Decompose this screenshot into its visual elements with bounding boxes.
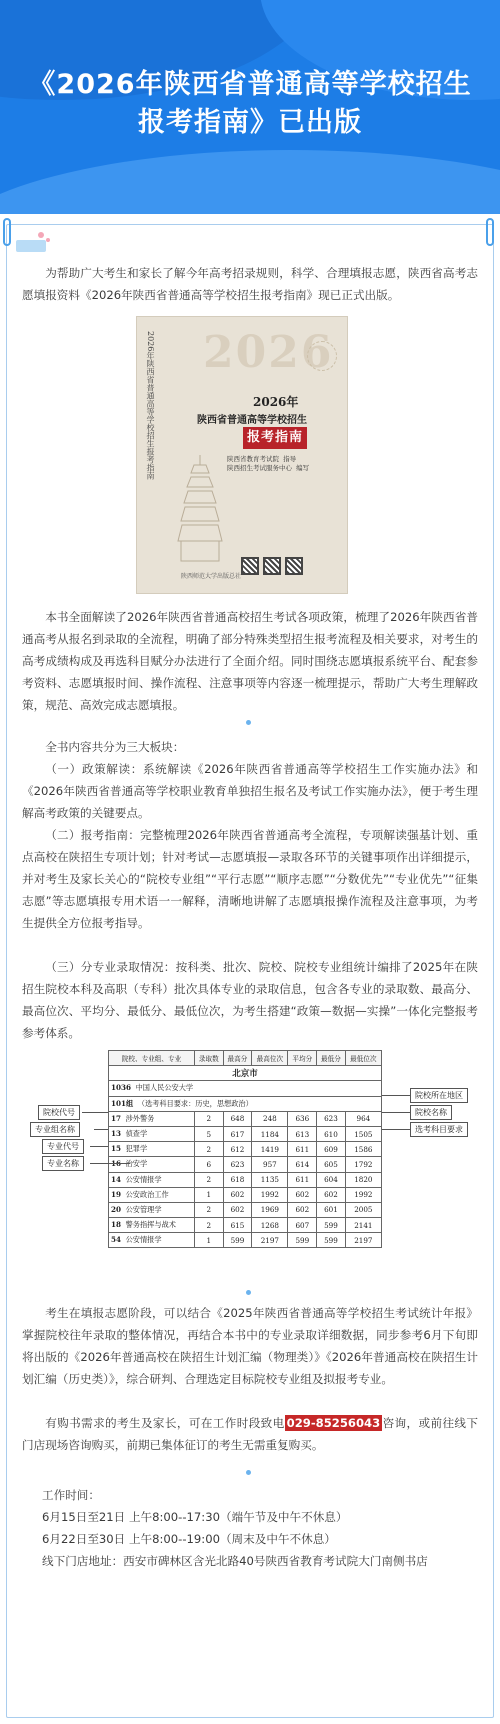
callout-subject-req: 选考科目要求: [410, 1122, 468, 1137]
table-cell: 599: [317, 1233, 346, 1248]
table-cell: 1792: [345, 1157, 381, 1172]
major-name: 公安情报学: [125, 1235, 162, 1245]
callout-leader: [90, 1163, 130, 1164]
table-cell: 2141: [345, 1218, 381, 1233]
table-cell: 611: [288, 1142, 317, 1157]
book-year-watermark: 2026: [203, 327, 334, 378]
table-cell: 2197: [345, 1233, 381, 1248]
qr-code-icon: [263, 557, 281, 575]
table-cell: 1820: [345, 1172, 381, 1187]
callout-major-code: 专业代号: [42, 1139, 84, 1154]
separator-dot: [246, 720, 251, 725]
book-title-red: 报考指南: [243, 427, 307, 449]
table-cell: 1184: [252, 1126, 288, 1141]
purchase-text: 有购书需求的考生及家长，可在工作时段致电: [45, 1416, 285, 1430]
major-cell: [109, 1126, 195, 1141]
work-hours-title: 工作时间：: [42, 1488, 100, 1502]
major-cell: [109, 1187, 195, 1202]
table-cell: 615: [223, 1218, 252, 1233]
book-cover-image: [136, 316, 348, 594]
table-cell: 618: [223, 1172, 252, 1187]
section-admission: （三）分专业录取情况：按科类、批次、院校、院校专业组统计编排了2025年在陕招生院校本科及高职（专科）批次具体专业的录取信息，包含各专业的录取数、最高分、最高位次、平均分、最低分、最低位次，为考生搭建“政策—数据—实操”一体化完整报考参考体系。: [22, 960, 478, 1040]
table-cell: 248: [252, 1111, 288, 1126]
school-code: 1036: [111, 1083, 132, 1093]
separator-dot: [246, 1290, 251, 1295]
table-cell: 614: [288, 1157, 317, 1172]
section-guide: （二）报考指南：完整梳理2026年陕西省普通高考全流程，专项解读强基计划、重点高校在陕招生专项计划；针对考试—志愿填报—录取各环节的关键事项作出详细提示，并对考生及家长关心的“院校专业组”“平行志愿”“顺序志愿”“分数优先”“专业优先”“征集志愿”等志愿填报专用术语一一解释，清晰地讲解了志愿填报操作流程及注意事项，为考生提供全方位报考指导。: [22, 828, 478, 930]
table-cell: 1268: [252, 1218, 288, 1233]
major-cell: [109, 1202, 195, 1217]
major-name: 侦查学: [125, 1129, 148, 1139]
table-cell: 1: [195, 1233, 224, 1248]
decor-dot-icon: [38, 232, 44, 238]
table-cell: 964: [345, 1111, 381, 1126]
summary-paragraph: 本书全面解读了2026年陕西省普通高校招生考试各项政策，梳理了2026年陕西省普通高考从报名到录取的全流程，明确了部分特殊类型招生报考流程及相关要求，对考生的高考成绩构成及再选科目赋分办法进行了全面介绍。同时围绕志愿填报系统平台、配套参考资料、志愿填报时间、操作流程、注意事项等内容逐一梳理提示，帮助广大考生理解政策，规范、高效完成志愿填报。: [22, 610, 478, 712]
table-cell: 605: [317, 1157, 346, 1172]
qr-code-icon: [285, 557, 303, 575]
callout-leader: [82, 1112, 108, 1113]
table-cell: 2: [195, 1142, 224, 1157]
major-code: 14: [111, 1174, 122, 1184]
table-cell: 1586: [345, 1142, 381, 1157]
table-cell: 1992: [252, 1187, 288, 1202]
separator-dot: [246, 1470, 251, 1475]
major-code: 20: [111, 1204, 122, 1214]
callout-leader: [382, 1095, 410, 1096]
table-cell: 611: [288, 1172, 317, 1187]
major-cell: [109, 1111, 195, 1126]
table-cell: 602: [288, 1202, 317, 1217]
seal-icon: [307, 341, 337, 371]
major-code: 13: [111, 1129, 122, 1139]
decor-tag-icon: [16, 240, 46, 252]
major-name: 公安情报学: [125, 1174, 162, 1184]
major-code: 16: [111, 1159, 122, 1169]
group-requirement: （选考科目要求：历史，思想政治）: [137, 1098, 253, 1108]
major-cell: [109, 1233, 195, 1248]
intro-paragraph: 为帮助广大考生和家长了解今年高考招录规则，科学、合理填报志愿，陕西省高考志愿填报资料《2026年陕西省普通高等学校招生报考指南》现已正式出版。: [22, 266, 478, 302]
major-name: 公安管理学: [125, 1204, 162, 1214]
table-cell: 1969: [252, 1202, 288, 1217]
phone-number[interactable]: 029-85256043: [286, 1416, 381, 1430]
table-row: [109, 1066, 382, 1081]
table-cell: 636: [288, 1111, 317, 1126]
pagoda-icon: [177, 453, 223, 563]
major-cell: [109, 1218, 195, 1233]
guidance-paragraph: 考生在填报志愿阶段，可以结合《2025年陕西省普通高等学校招生考试统计年报》掌握院校往年录取的整体情况，再结合本书中的专业录取详细数据，同步参考6月下旬即将出版的《2026年普通高校在陕招生计划汇编（物理类）》《2026年普通高校在陕招生计划汇编（历史类）》，综合研判、合理选定目标院校专业组及拟报考专业。: [22, 1306, 478, 1386]
callout-region: 院校所在地区: [410, 1088, 468, 1103]
table-cell: 599: [317, 1218, 346, 1233]
table-cell: 6: [195, 1157, 224, 1172]
callout-major-name: 专业名称: [42, 1156, 84, 1171]
table-row: [109, 1157, 382, 1172]
major-code: 19: [111, 1189, 122, 1199]
callout-leader: [382, 1112, 410, 1113]
work-hours-line: 6月22日至30日 上午8:00--19:00（周末及中午不休息）: [42, 1532, 336, 1546]
table-cell: 1135: [252, 1172, 288, 1187]
table-header: 最低分: [317, 1051, 346, 1066]
table-header: 最高位次: [252, 1051, 288, 1066]
school-cell: [109, 1081, 382, 1096]
major-code: 18: [111, 1220, 122, 1230]
school-name: 中国人民公安大学: [135, 1083, 194, 1093]
region-cell: 北京市: [109, 1066, 382, 1081]
callout-school-code: 院校代号: [38, 1105, 80, 1120]
table-cell: 607: [288, 1218, 317, 1233]
table-cell: 599: [223, 1233, 252, 1248]
table-cell: 599: [288, 1233, 317, 1248]
callout-leader: [90, 1146, 108, 1147]
table-cell: 2: [195, 1111, 224, 1126]
table-row: [109, 1218, 382, 1233]
book-spine-text: 2026年陕西省普通高等学校招生报考指南: [146, 331, 155, 480]
table-cell: 602: [317, 1187, 346, 1202]
book-year: 2026年: [253, 395, 299, 409]
table-row: [109, 1202, 382, 1217]
callout-group-name: 专业组名称: [30, 1122, 80, 1137]
paperclip-icon: [486, 218, 494, 246]
callout-leader: [382, 1129, 410, 1130]
major-cell: [109, 1157, 195, 1172]
table-cell: 1992: [345, 1187, 381, 1202]
table-cell: 602: [223, 1202, 252, 1217]
major-name: 涉外警务: [125, 1113, 155, 1123]
major-cell: [109, 1172, 195, 1187]
table-cell: 648: [223, 1111, 252, 1126]
major-code: 15: [111, 1144, 122, 1154]
table-header: 最低位次: [345, 1051, 381, 1066]
table-cell: 2005: [345, 1202, 381, 1217]
table-cell: 5: [195, 1126, 224, 1141]
table-row: [109, 1111, 382, 1126]
callout-school-name: 院校名称: [410, 1105, 452, 1120]
table-cell: 2197: [252, 1233, 288, 1248]
table-header: 最高分: [223, 1051, 252, 1066]
sample-table-figure: [16, 1044, 484, 1278]
table-cell: 609: [317, 1142, 346, 1157]
table-cell: 2: [195, 1202, 224, 1217]
table-cell: 612: [223, 1142, 252, 1157]
section-intro: 全书内容共分为三大板块：: [45, 740, 185, 754]
book-press: 陕西师范大学出版总社: [181, 573, 242, 580]
table-row: [109, 1096, 382, 1111]
table-row: [109, 1172, 382, 1187]
callout-leader: [94, 1129, 108, 1130]
banner-wave: [0, 150, 500, 214]
table-cell: 1: [195, 1187, 224, 1202]
table-header: 录取数: [195, 1051, 224, 1066]
major-name: 治安学: [125, 1159, 148, 1169]
book-publisher: 陕西省教育考试院 指导 陕西招生考试服务中心 编写: [227, 455, 310, 472]
purchase-paragraph: [22, 1412, 478, 1456]
group-code: 101组: [111, 1098, 134, 1108]
book-title: 陕西省普通高等学校招生: [197, 415, 307, 426]
major-cell: [109, 1142, 195, 1157]
table-row: [109, 1233, 382, 1248]
table-row: [109, 1126, 382, 1141]
table-cell: 2: [195, 1172, 224, 1187]
table-cell: 957: [252, 1157, 288, 1172]
table-cell: 602: [223, 1187, 252, 1202]
major-name: 公安政治工作: [125, 1189, 169, 1199]
group-cell: [109, 1096, 382, 1111]
purchase-text: 咨询，或前往线下门店现场咨询购买，前期已集体征订的考生无需重复购买。: [22, 1416, 478, 1452]
table-cell: 623: [317, 1111, 346, 1126]
table-header: 平均分: [288, 1051, 317, 1066]
major-name: 犯罪学: [125, 1144, 148, 1154]
table-cell: 604: [317, 1172, 346, 1187]
table-cell: 610: [317, 1126, 346, 1141]
decor-dot-icon: [46, 238, 50, 242]
qr-code-icon: [241, 557, 259, 575]
table-row: [109, 1187, 382, 1202]
table-header: 院校、专业组、专业: [109, 1051, 195, 1066]
table-cell: 613: [288, 1126, 317, 1141]
table-cell: 623: [223, 1157, 252, 1172]
table-cell: 617: [223, 1126, 252, 1141]
header-banner: [0, 0, 500, 214]
table-cell: 602: [288, 1187, 317, 1202]
admission-table: [108, 1050, 382, 1248]
page-title: 《2026年陕西省普通高等学校招生报考指南》已出版: [28, 69, 472, 138]
table-header-row: [109, 1051, 382, 1066]
store-address: 线下门店地址：西安市碑林区含光北路40号陕西省教育考试院大门南侧书店: [42, 1554, 428, 1568]
table-cell: 601: [317, 1202, 346, 1217]
table-cell: 2: [195, 1218, 224, 1233]
paperclip-icon: [3, 218, 11, 246]
table-cell: 1505: [345, 1126, 381, 1141]
major-name: 警务指挥与战术: [125, 1220, 176, 1230]
major-code: 54: [111, 1235, 122, 1245]
table-row: [109, 1081, 382, 1096]
work-hours-line: 6月15日至21日 上午8:00--17:30（端午节及中午不休息）: [42, 1510, 348, 1524]
section-policy: （一）政策解读：系统解读《2026年陕西省普通高等学校招生工作实施办法》和《2026年陕西省普通高等学校职业教育单独招生报名及考试工作实施办法》，便于考生理解高考政策的关键要点。: [22, 762, 478, 820]
table-row: [109, 1142, 382, 1157]
table-cell: 1419: [252, 1142, 288, 1157]
major-code: 17: [111, 1113, 122, 1123]
